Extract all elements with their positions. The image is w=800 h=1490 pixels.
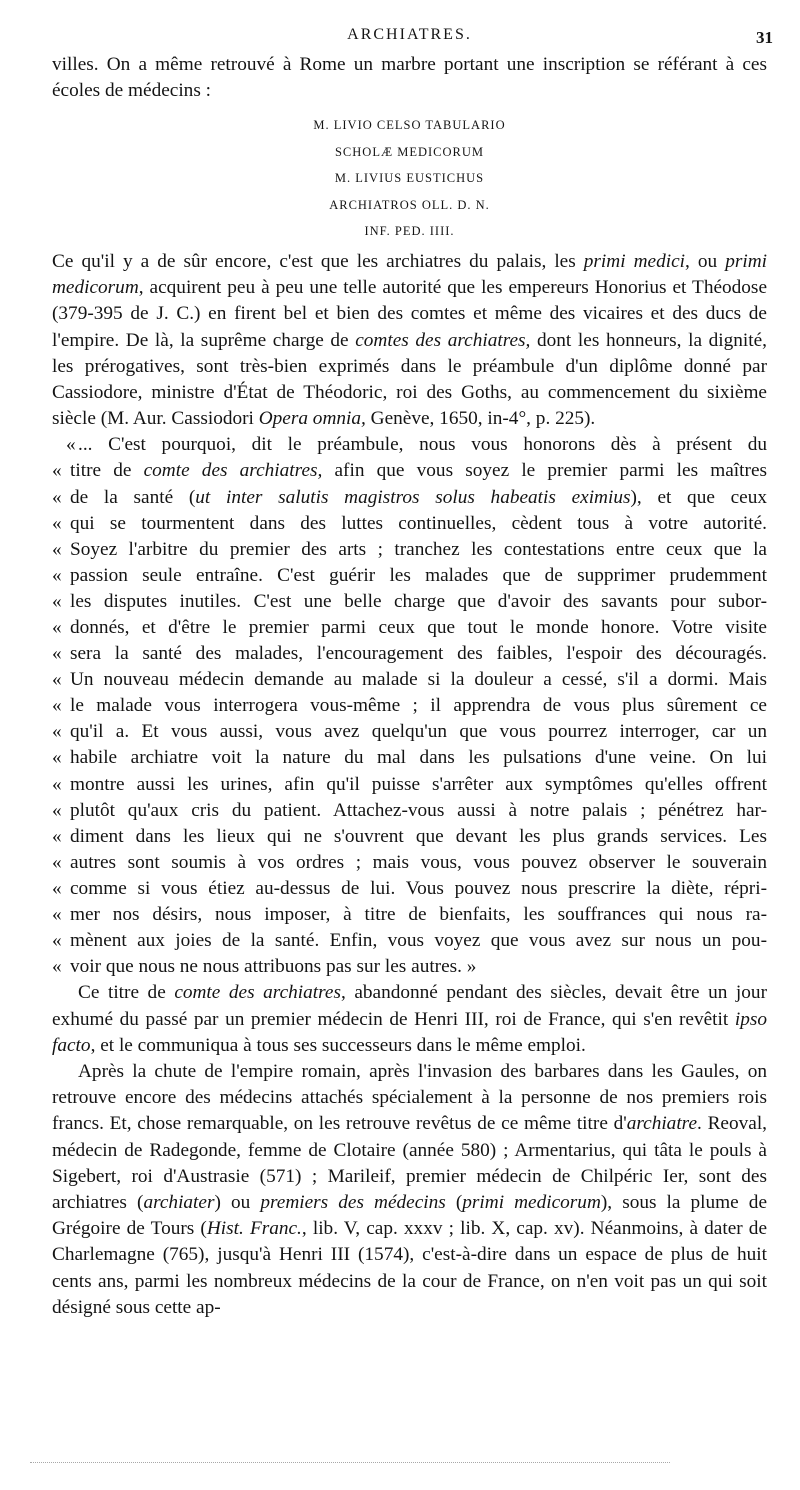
footer-rule — [30, 1462, 670, 1467]
text-run: . Reoval, médecin de Radegonde, femme de Clotaire (année 580) ; Armentarius, qui tâta le pouls à Sigebert, roi d'Austrasie (571) ; Marileif, premier médecin de Chilpéric Ier, sont des archiatres ( — [52, 1113, 767, 1213]
quote-line — [52, 772, 767, 798]
quote-mark: « — [52, 877, 62, 899]
text-run: ) ou — [214, 1191, 261, 1213]
text-run: Un nouveau médecin demande au malade si la douleur a cessé, s'il a dormi. Mais — [70, 669, 767, 691]
inscription-line: SCHOLÆ MEDICORUM — [334, 144, 484, 159]
quote-line — [52, 798, 767, 824]
text-run: mer nos désirs, nous imposer, à titre de bienfaits, les souffrances qui nous ra- — [70, 904, 767, 926]
inscription-line: INF. PED. IIII. — [364, 224, 455, 239]
text-run: , abandonné pendant des siècles, devait être un jour exhumé du passé par un premier médecin de Henri III, roi de France, qui s'en revêtit — [52, 982, 767, 1030]
quote-mark: « — [52, 721, 62, 743]
text-run: qui se tourmentent dans des luttes continuelles, cèdent tous à votre autorité. — [70, 512, 767, 534]
quote-mark: « — [52, 825, 62, 847]
quote-mark: « — [66, 434, 76, 456]
quote-line — [52, 719, 767, 745]
quote-line — [52, 563, 767, 589]
book-page — [52, 26, 773, 1321]
text-run: plutôt qu'aux cris du patient. Attachez-vous aussi à notre palais ; pénétrez har- — [70, 799, 767, 821]
text-run: ), sous la plume de Grégoire de Tours ( — [52, 1191, 767, 1240]
italic-text: primi medicorum — [52, 250, 767, 299]
running-head — [52, 26, 773, 52]
quote-line — [52, 824, 767, 850]
text-run: Ce qu'il y a de sûr encore, c'est que les archiatres du palais, les — [52, 250, 584, 272]
quote-line — [52, 693, 767, 719]
quote-mark: « — [52, 616, 62, 638]
quote-mark: « — [52, 564, 62, 586]
quote-line — [52, 745, 767, 771]
text-run: dont les honneurs, la dignité, les prérogatives, sont très-bien exprimés dans le préambule d'un diplôme donné par Cassiodore, ministre d'État de Théodoric, roi des Goths, au commencement du sixième siècle (M. Aur. Cassiodori — [52, 329, 767, 430]
quote-mark: « — [52, 486, 62, 508]
quote-mark: « — [52, 747, 62, 769]
quote-mark: « — [52, 669, 62, 691]
quote-line — [52, 537, 767, 563]
italic-text: ipso facto — [52, 1008, 767, 1056]
text-run: passion seule entraîne. C'est guérir les malades que de supprimer prudemment — [70, 564, 767, 586]
quote-line — [52, 432, 767, 458]
page-number: 31 — [756, 28, 773, 47]
text-run: habile archiatre voit la nature du mal dans les pulsations d'une veine. On lui — [70, 747, 767, 769]
quote-line — [52, 458, 767, 484]
text-run: donnés, et d'être le premier parmi ceux que tout le monde honore. Votre visite — [70, 616, 767, 638]
inscription — [52, 112, 767, 245]
text-run: autres sont soumis à vos ordres ; mais vous, vous pouvez observer le souverain — [70, 851, 767, 873]
quote-mark: « — [52, 904, 62, 926]
text-run: , ou — [685, 250, 726, 272]
inscription-line: M. LIVIUS EUSTICHUS — [334, 171, 485, 186]
quote-line — [52, 876, 767, 902]
text-run: de la santé ( — [70, 486, 196, 508]
quote-mark: « — [52, 695, 62, 717]
text-run: ... C'est pourquoi, dit le préambule, nous vous honorons dès à présent du — [78, 434, 767, 456]
italic-text: Opera omnia, — [258, 408, 366, 430]
text-run: ( — [445, 1191, 463, 1213]
inscription-line: ARCHIATROS OLL. D. N. — [329, 197, 490, 212]
quote-mark: « — [52, 460, 62, 482]
quote-mark: « — [52, 773, 62, 795]
text-run: , et le communiqua à tous ses successeurs dans le même emploi. — [90, 1034, 586, 1056]
text-run: voir que nous ne nous attribuons pas sur les autres. » — [70, 956, 477, 978]
quote-line — [52, 902, 767, 928]
quote-mark: « — [52, 643, 62, 665]
paragraph-4 — [52, 1059, 767, 1321]
text-run: Après la chute de l'empire romain, après l'invasion des barbares dans les Gaules, on retrouve encore des médecins attachés spécialement à la personne de nos premiers rois francs. Et, chose remarquable, on les retrouve revêtus de ce même titre d' — [52, 1060, 767, 1135]
text-run: qu'il a. Et vous aussi, vous avez quelqu'un que vous pourrez interroger, car un — [70, 721, 767, 743]
italic-text: comtes des archiatres, — [355, 329, 531, 351]
inscription-line: M. LIVIO CELSO TABULARIO — [313, 118, 506, 133]
paragraph-2 — [52, 249, 767, 432]
text-run: titre de — [70, 460, 144, 482]
running-title: ARCHIATRES. — [347, 26, 472, 43]
text-run: Soyez l'arbitre du premier des arts ; tranchez les contestations entre ceux que la — [70, 538, 767, 560]
text-run: Genève, 1650, in-4°, p. 225). — [365, 408, 596, 430]
quote-line — [52, 511, 767, 537]
quote-mark: « — [52, 930, 62, 952]
italic-text: archiater — [143, 1191, 215, 1213]
paragraph-1: villes. On a même retrouvé à Rome un marbre portant une inscription se référant à ces écoles de médecins : — [52, 54, 767, 102]
quote-mark: « — [52, 538, 62, 560]
italic-text: comte des archiatres — [174, 982, 341, 1004]
italic-text: ut inter salutis magistros solus habeatis eximius — [195, 486, 631, 508]
text-run: afin que vous soyez le premier parmi les maîtres — [322, 460, 767, 482]
italic-text: Hist. Franc. — [206, 1218, 302, 1240]
text-run: montre aussi les urines, afin qu'il puisse s'arrêter aux symptômes qu'elles offrent — [70, 773, 767, 795]
text-run: , lib. V, cap. xxxv ; lib. X, cap. xv). Néanmoins, à dater de Charlemagne (765), jusqu'à Henri III (1574), c'est-à-dire dans un espace de plus de huit cents ans, parmi les nombreux médecins de la cour de France, on n'en voit pas un qui soit désigné sous cette ap- — [52, 1218, 768, 1318]
quote-line — [52, 485, 767, 511]
italic-text: primi medici — [583, 250, 686, 272]
quote-line — [52, 641, 767, 667]
quote-line — [52, 667, 767, 693]
italic-text: premiers des médecins — [260, 1191, 446, 1213]
text-run: Ce titre de — [78, 982, 175, 1004]
quote-line — [52, 589, 767, 615]
text-run: sera la santé des malades, l'encouragement des faibles, l'espoir des découragés. — [70, 643, 767, 665]
quote-line — [52, 850, 767, 876]
text-run: ), et que ceux — [630, 486, 767, 508]
text-run: les disputes inutiles. C'est une belle charge que d'avoir des savants pour subor- — [70, 590, 767, 612]
paragraph-3 — [52, 980, 767, 1059]
quote-line — [52, 615, 767, 641]
italic-text: primi medicorum — [462, 1191, 601, 1213]
quote-mark: « — [52, 590, 62, 612]
quote-mark: « — [52, 851, 62, 873]
quote-mark: « — [52, 956, 62, 978]
quotation-block — [52, 432, 767, 980]
quote-line — [52, 928, 767, 954]
quote-mark: « — [52, 799, 62, 821]
text-run: le malade vous interrogera vous-même ; il apprendra de vous plus sûrement ce — [70, 695, 767, 717]
quote-line — [52, 954, 767, 980]
text-run: diment dans les lieux qui ne s'ouvrent que devant les plus grands services. Les — [70, 825, 767, 847]
text-run: , acquirent peu à peu une telle autorité que les empereurs Honorius et Théodose (379-395 de J. C.) en firent bel et bien des comtes et même des vicaires et des ducs de l'empire. De là, la suprême charge de — [52, 277, 767, 351]
italic-text: comte des archiatres, — [143, 460, 323, 482]
text-run: mènent aux joies de la santé. Enfin, vous voyez que vous avez sur nous un pou- — [70, 930, 767, 952]
italic-text: archiatre — [626, 1113, 698, 1135]
quote-mark: « — [52, 512, 62, 534]
text-run: comme si vous étiez au-dessus de lui. Vous pouvez nous prescrire la diète, répri- — [70, 877, 767, 899]
